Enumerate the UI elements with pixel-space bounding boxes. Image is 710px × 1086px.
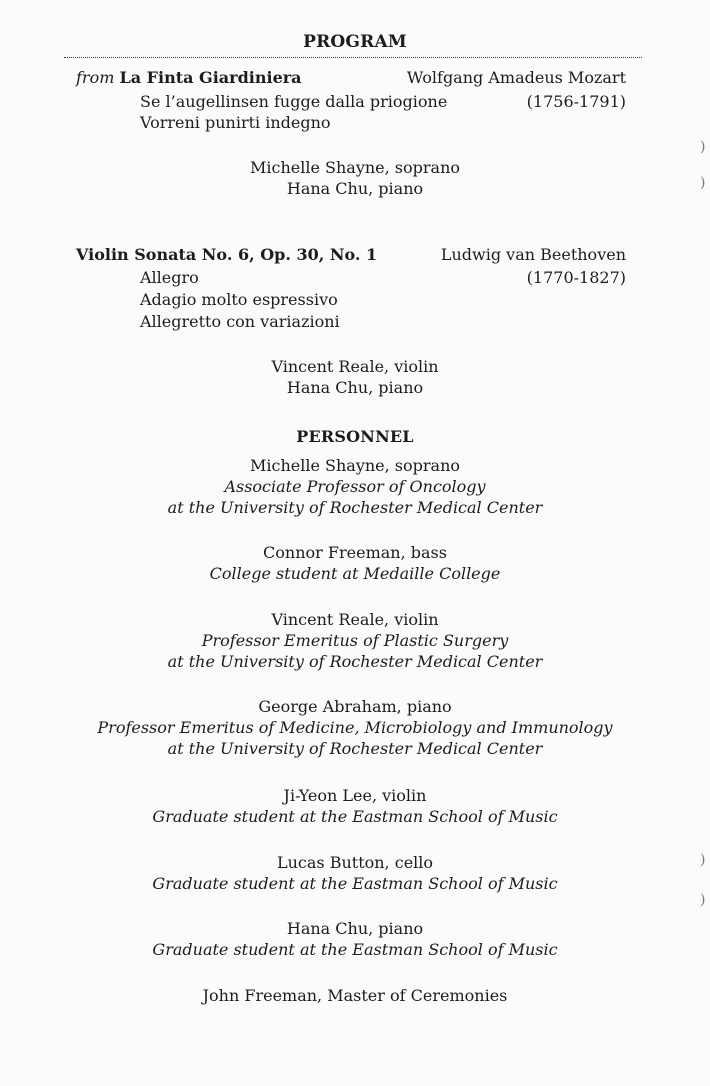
binding-mark: ) bbox=[700, 852, 706, 868]
person-role: Graduate student at the Eastman School of Music bbox=[152, 940, 558, 959]
composer-dates: (1770-1827) bbox=[526, 268, 626, 287]
performer: Vincent Reale, violin bbox=[271, 357, 439, 376]
person-name: Lucas Button, cello bbox=[276, 853, 434, 872]
binding-mark: ) bbox=[700, 139, 706, 155]
emcee: John Freeman, Master of Ceremonies bbox=[202, 986, 508, 1005]
piece-title-line bbox=[76, 68, 302, 88]
person-role: College student at Medaille College bbox=[209, 564, 501, 583]
person-affiliation: at the University of Rochester Medical Center bbox=[167, 739, 543, 758]
personnel-heading: PERSONNEL bbox=[296, 427, 414, 446]
piece-movement: Adagio molto espressivo bbox=[140, 290, 338, 309]
person-role: Graduate student at the Eastman School of Music bbox=[152, 807, 558, 826]
piece-prefix: from bbox=[76, 68, 115, 87]
person-affiliation: at the University of Rochester Medical Center bbox=[167, 498, 543, 517]
person-role: Graduate student at the Eastman School of Music bbox=[152, 874, 558, 893]
person-name: Hana Chu, piano bbox=[286, 919, 424, 938]
personnel-entry bbox=[0, 696, 710, 759]
piece-movement: Se l’augellinsen fugge dalla priogione bbox=[140, 92, 448, 111]
performer: Michelle Shayne, soprano bbox=[249, 158, 461, 177]
piece-performers bbox=[0, 356, 710, 398]
piece-performers bbox=[0, 157, 710, 199]
personnel-entry bbox=[0, 609, 710, 672]
piece-movement: Vorreni punirti indegno bbox=[140, 113, 331, 132]
personnel-entry bbox=[0, 542, 710, 584]
person-role: Professor Emeritus of Medicine, Microbiology and Immunology bbox=[97, 718, 613, 737]
personnel-entry bbox=[0, 852, 710, 894]
personnel-entry bbox=[0, 785, 710, 827]
personnel-entry bbox=[0, 918, 710, 960]
emcee-line bbox=[0, 985, 710, 1006]
piece-movement: Allegro bbox=[140, 268, 199, 287]
personnel-entry bbox=[0, 455, 710, 518]
person-affiliation: at the University of Rochester Medical Center bbox=[167, 652, 543, 671]
piece-title: Violin Sonata No. 6, Op. 30, No. 1 bbox=[76, 245, 378, 264]
performer: Hana Chu, piano bbox=[286, 179, 424, 198]
binding-mark: ) bbox=[700, 892, 706, 908]
piece-composer: Wolfgang Amadeus Mozart bbox=[406, 68, 626, 87]
program-heading: PROGRAM bbox=[303, 32, 407, 52]
composer-dates: (1756-1791) bbox=[526, 92, 626, 111]
person-name: Vincent Reale, violin bbox=[271, 610, 439, 629]
person-name: George Abraham, piano bbox=[258, 697, 452, 716]
person-name: Michelle Shayne, soprano bbox=[249, 456, 461, 475]
performer: Hana Chu, piano bbox=[286, 378, 424, 397]
person-name: Ji-Yeon Lee, violin bbox=[283, 786, 427, 805]
binding-mark: ) bbox=[700, 175, 706, 191]
heading-divider bbox=[64, 57, 642, 58]
person-role: Professor Emeritus of Plastic Surgery bbox=[201, 631, 509, 650]
person-name: Connor Freeman, bass bbox=[263, 543, 447, 562]
piece-title: La Finta Giardiniera bbox=[119, 68, 302, 87]
person-role: Associate Professor of Oncology bbox=[224, 477, 486, 496]
piece-composer: Ludwig van Beethoven bbox=[440, 245, 626, 264]
piece-movement: Allegretto con variazioni bbox=[140, 312, 340, 331]
